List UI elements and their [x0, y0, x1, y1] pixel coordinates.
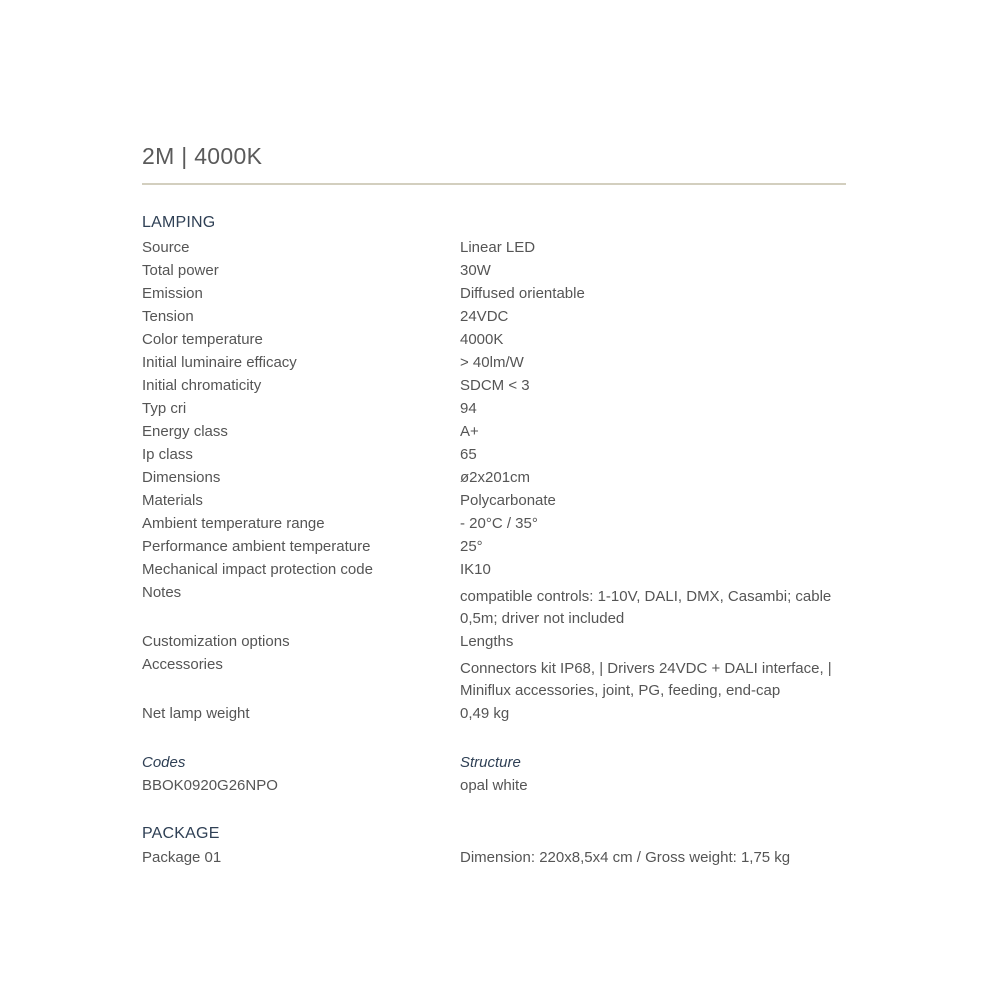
package-heading: PACKAGE: [142, 825, 220, 842]
spec-value: ø2x201cm: [460, 469, 531, 486]
spec-value: Connectors kit IP68, | Drivers 24VDC + DALI interface, | Miniflux accessories, joint, PG, feeding, end-cap: [460, 660, 832, 699]
spec-value: Lengths: [460, 633, 514, 650]
spec-value: 94: [460, 400, 477, 417]
spec-label: Color temperature: [142, 331, 263, 348]
spec-label: Initial luminaire efficacy: [142, 354, 297, 371]
spec-value: Linear LED: [460, 239, 536, 256]
spec-label: Notes: [142, 584, 182, 601]
spec-label: Ambient temperature range: [142, 515, 325, 532]
spec-label: Net lamp weight: [142, 705, 250, 722]
spec-label: Emission: [142, 285, 203, 302]
spec-value: 65: [460, 446, 477, 463]
spec-value: 24VDC: [460, 308, 509, 325]
spec-value: 30W: [460, 262, 491, 279]
spec-label: Materials: [142, 492, 203, 509]
spec-label: Dimensions: [142, 469, 221, 486]
title-divider: [142, 183, 846, 185]
spec-value: A+: [460, 423, 479, 440]
spec-value: 4000K: [460, 331, 504, 348]
spec-value: 0,49 kg: [460, 705, 510, 722]
spec-value: Polycarbonate: [460, 492, 556, 509]
spec-label: Accessories: [142, 656, 223, 673]
spec-value: IK10: [460, 561, 491, 578]
spec-label: Performance ambient temperature: [142, 538, 371, 555]
spec-label: Total power: [142, 262, 219, 279]
spec-value: compatible controls: 1-10V, DALI, DMX, Casambi; cable 0,5m; driver not included: [460, 588, 832, 627]
spec-value: - 20°C / 35°: [460, 515, 538, 532]
package-value: Dimension: 220x8,5x4 cm / Gross weight: 1,75 kg: [460, 849, 791, 866]
spec-label: Ip class: [142, 446, 193, 463]
spec-value: SDCM < 3: [460, 377, 530, 394]
spec-value: > 40lm/W: [460, 354, 524, 371]
spec-value: 25°: [460, 538, 483, 555]
lamping-heading: LAMPING: [142, 214, 216, 231]
structure-value: opal white: [460, 777, 528, 794]
codes-heading: Codes: [142, 754, 186, 771]
spec-label: Customization options: [142, 633, 290, 650]
codes-value: BBOK0920G26NPO: [142, 777, 278, 794]
spec-label: Mechanical impact protection code: [142, 561, 373, 578]
spec-value: Diffused orientable: [460, 285, 585, 302]
page-title: 2M | 4000K: [142, 143, 263, 169]
spec-label: Energy class: [142, 423, 228, 440]
spec-label: Typ cri: [142, 400, 187, 417]
structure-heading: Structure: [460, 754, 521, 771]
spec-label: Source: [142, 239, 190, 256]
package-label: Package 01: [142, 849, 222, 866]
spec-label: Initial chromaticity: [142, 377, 262, 394]
spec-label: Tension: [142, 308, 194, 325]
